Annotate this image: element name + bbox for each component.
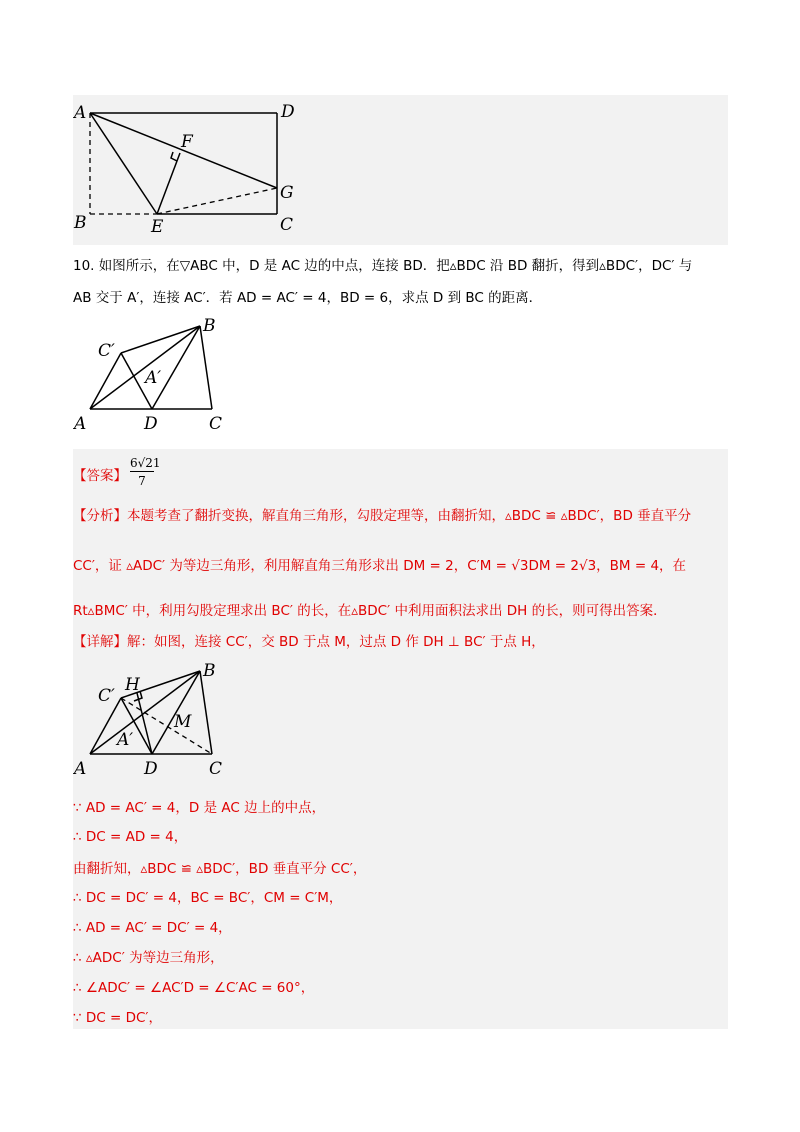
label-C: C [209, 414, 223, 433]
analysis-line2: CC′，证 ▵ADC′ 为等边三角形，利用解直角三角形求出 DM = 2，C′M = √3DM = 2√3，BM = 4，在 [73, 558, 687, 574]
label-B: B [203, 661, 216, 681]
question-10-line1: 10. 如图所示，在▽ABC 中，D 是 AC 边的中点，连接 BD．把▵BDC 沿 BD 翻折，得到▵BDC′，DC′ 与 [73, 258, 693, 274]
label-A-prime: A′ [145, 368, 162, 388]
label-C-prime: C′ [98, 341, 115, 361]
label-A: A [74, 759, 87, 779]
label-C-prime: C′ [98, 686, 115, 706]
label-D: D [144, 759, 158, 779]
step-5: ∴ AD = AC′ = DC′ = 4， [73, 920, 232, 936]
label-E: E [151, 217, 164, 237]
step-6: ∴ ▵ADC′ 为等边三角形， [73, 950, 224, 966]
figure1-diagram [73, 95, 333, 245]
answer-numerator: 6√21 [130, 456, 161, 470]
step-8: ∵ DC = DC′， [73, 1010, 162, 1026]
label-C: C [209, 759, 223, 779]
label-C: C [280, 215, 294, 235]
label-D: D [281, 102, 295, 122]
step-4: ∴ DC = DC′ = 4，BC = BC′，CM = C′M， [73, 890, 343, 906]
label-M: M [174, 712, 192, 732]
answer-fraction [130, 456, 161, 488]
analysis-line3: Rt▵BMC′ 中，利用勾股定理求出 BC′ 的长，在▵BDC′ 中利用面积法求出 DH 的长，则可得出答案． [73, 603, 667, 619]
label-G: G [280, 183, 294, 203]
label-D: D [144, 414, 158, 433]
step-3: 由翻折知，▵BDC ≌ ▵BDC′，BD 垂直平分 CC′， [73, 861, 367, 877]
answer-label: 【答案】 [73, 468, 127, 484]
analysis-line1: 【分析】本题考查了翻折变换，解直角三角形，勾股定理等，由翻折知，▵BDC ≌ ▵BDC′，BD 垂直平分 [73, 508, 692, 524]
label-B: B [203, 316, 216, 336]
question-10-line2: AB 交于 A′，连接 AC′．若 AD = AC′ = 4，BD = 6，求点 D 到 BC 的距离． [73, 290, 543, 306]
detail-line1: 【详解】解：如图，连接 CC′，交 BD 于点 M，过点 D 作 DH ⊥ BC′ 于点 H， [73, 634, 545, 650]
label-F: F [181, 132, 193, 152]
label-B: B [74, 213, 87, 233]
step-2: ∴ DC = AD = 4， [73, 829, 188, 845]
figure2-diagram [73, 313, 233, 433]
label-A: A [74, 414, 87, 433]
label-A-prime: A′ [117, 730, 134, 750]
step-1: ∵ AD = AC′ = 4，D 是 AC 边上的中点， [73, 800, 326, 816]
step-7: ∴ ∠ADC′ = ∠AC′D = ∠C′AC = 60°， [73, 980, 315, 996]
figure3-diagram [73, 660, 243, 780]
label-H: H [125, 675, 140, 695]
label-A: A [74, 103, 87, 123]
answer-denominator: 7 [138, 474, 146, 488]
